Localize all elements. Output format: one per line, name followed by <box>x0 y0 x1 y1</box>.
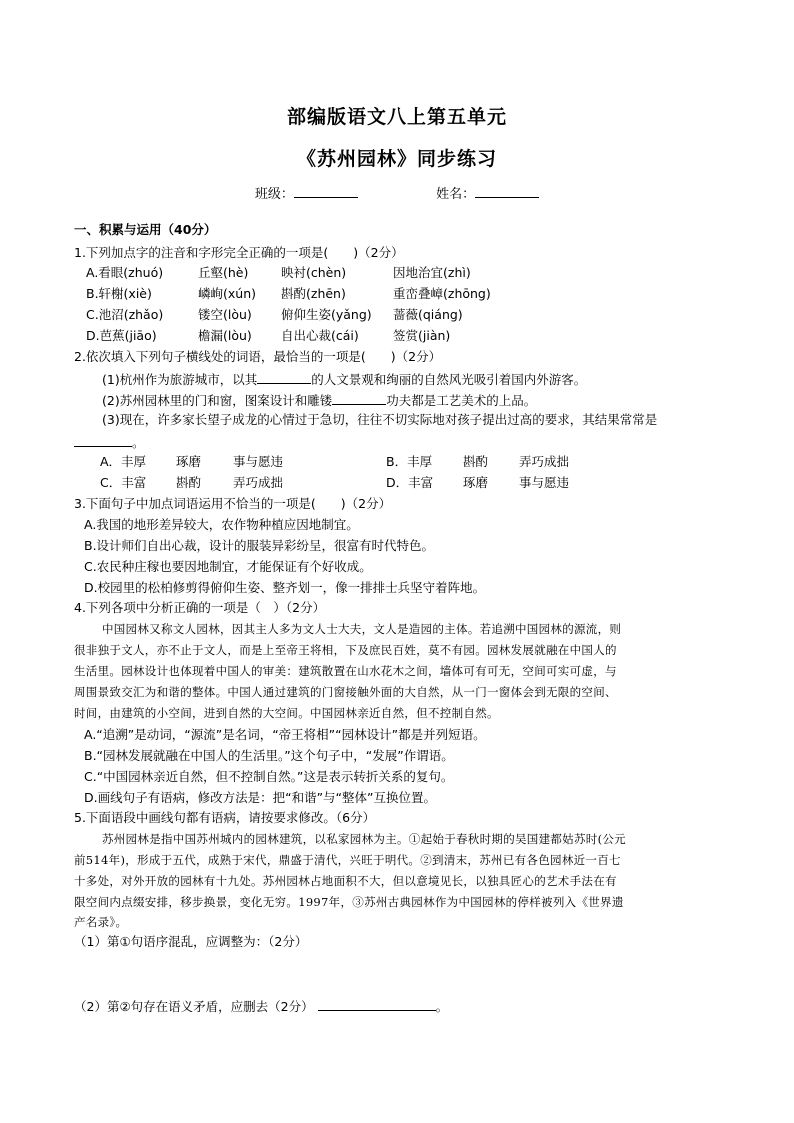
q4-passage-line-1: 中国园林又称文人园林，因其主人多为文人士大夫，文人是造园的主体。若追溯中国园林的源流，则 <box>102 622 622 636</box>
name-blank[interactable] <box>475 183 539 198</box>
q1-d-4: 签赏(jiàn) <box>393 328 451 343</box>
q2-c-3: 弄巧成拙 <box>233 475 284 490</box>
q5-sub2-blank[interactable] <box>318 996 436 1011</box>
q4-stem: 4.下列各项中分析正确的一项是（ ）（2分） <box>74 600 326 615</box>
q5-sub2-end: 。 <box>435 999 449 1014</box>
q4-option-b: B.“园林发展就融在中国人的生活里。”这个句子中，“发展”作谓语。 <box>84 748 454 763</box>
q2-s2-part-b: 功夫都是工艺美术的上品。 <box>386 393 537 408</box>
q4-option-d: D.画线句子有语病，修改方法是：把“和谐”与“整体”互换位置。 <box>84 790 437 805</box>
q4-option-c: C.“中国园林亲近自然，但不控制自然。”这是表示转折关系的复句。 <box>84 769 454 784</box>
q3-option-b: B.设计师们自出心裁，设计的服装异彩纷呈，很富有时代特色。 <box>84 538 435 553</box>
q2-sentence-1 <box>102 369 762 388</box>
q1-c-1: C.池沼(zhǎo) <box>86 307 164 322</box>
q1-a-4: 因地治宜(zhì) <box>393 265 471 280</box>
q1-stem: 1.下列加点字的注音和字形完全正确的一项是( )（2分） <box>74 245 404 260</box>
q5-passage-line-5: 产名录》。 <box>74 915 128 929</box>
q3-stem: 3.下面句子中加点词语运用不恰当的一项是( )（2分） <box>74 496 392 511</box>
q1-c-4: 蔷薇(qiáng) <box>393 307 463 322</box>
q1-c-2: 镂空(lòu) <box>198 307 252 322</box>
q5-passage-line-4: 限空间内点缀安排，移步换景，变化无穷。1997年，③苏州古典园林作为中国园林的停样被列入《世界遗 <box>74 895 624 909</box>
q2-c-1: C．丰富 <box>100 475 147 490</box>
q1-a-1: A.看眼(zhuó) <box>86 265 164 280</box>
q1-c-3: 俯仰生姿(yǎng) <box>281 307 372 322</box>
class-label: 班级： <box>254 187 294 202</box>
q3-option-c: C.农民种庄稼也要因地制宜，才能保证有个好收成。 <box>84 559 372 574</box>
q1-d-3: 自出心裁(cái) <box>281 328 359 343</box>
q1-d-2: 檐漏(lòu) <box>198 328 252 343</box>
q2-d-3: 事与愿违 <box>519 475 570 490</box>
q2-b-1: B．丰厚 <box>386 454 433 469</box>
q2-sentence-2 <box>102 390 762 409</box>
q4-passage-line-2: 很非独于文人，亦不止于文人，而是上至帝王将相，下及庶民百姓，莫不有园。园林发展就融在中国人的 <box>74 643 617 657</box>
q1-d-1: D.芭蕉(jiāo) <box>86 328 157 343</box>
q1-b-2: 嶙峋(xún) <box>198 286 256 301</box>
q5-passage-line-2: 前514年)，形成于五代，成熟于宋代，鼎盛于清代，兴旺于明代。②到清末，苏州已有各色园林近一百七 <box>74 853 621 867</box>
q4-passage-line-5: 时间，由建筑的小空间，进到自然的大空间。中国园林亲近自然，但不控制自然。 <box>74 706 499 720</box>
q1-b-1: B.轩榭(xiè) <box>86 286 152 301</box>
q2-a-3: 事与愿违 <box>233 454 284 469</box>
q4-passage-line-3: 生活里。园林设计也体现着中国人的审美：建筑散置在山水花木之间，墙体可有可无，空间可实可虚，与 <box>74 664 617 678</box>
q2-a-2: 琢磨 <box>176 454 202 469</box>
q2-d-2: 琢磨 <box>463 475 489 490</box>
q1-b-3: 斟酌(zhēn) <box>281 286 346 301</box>
document-subtitle: 《苏州园林》同步练习 <box>296 148 497 170</box>
q2-blank-1[interactable] <box>257 369 311 384</box>
q2-d-1: D．丰富 <box>386 475 434 490</box>
class-blank[interactable] <box>294 183 358 198</box>
q2-blank-3[interactable] <box>74 432 132 447</box>
q1-a-2: 丘壑(hè) <box>198 265 249 280</box>
q2-s1-part-b: 的人文景观和绚丽的自然风光吸引着国内外游客。 <box>311 372 587 387</box>
student-info-line <box>0 183 794 204</box>
q5-passage-line-1: 苏州园林是指中国苏州城内的园林建筑，以私家园林为主。①起始于春秋时期的吴国建都姑苏时(公元 <box>102 832 626 846</box>
q2-b-3: 弄巧成拙 <box>519 454 570 469</box>
q5-stem: 5.下面语段中画线句都有语病，请按要求修改。（6分） <box>74 810 376 825</box>
q4-option-a: A.“追溯”是动词，“源流”是名词，“帝王将相”“园林设计”都是并列短语。 <box>84 727 486 742</box>
q2-s2-part-a: (2)苏州园林里的门和窗，图案设计和雕镂 <box>102 393 333 408</box>
section-heading: 一、积累与运用（40分） <box>74 222 217 237</box>
q1-a-3: 映衬(chèn) <box>281 265 347 280</box>
q3-option-a: A.我国的地形差异较大，农作物种植应因地制宜。 <box>84 517 359 532</box>
q2-s1-part-a: (1)杭州作为旅游城市，以其 <box>102 372 258 387</box>
q3-option-d: D.校园里的松柏修剪得俯仰生姿、整齐划一，像一排排士兵坚守着阵地。 <box>84 580 486 595</box>
q2-c-2: 斟酌 <box>176 475 202 490</box>
q2-sentence-3-end: 。 <box>74 432 734 451</box>
q2-stem: 2.依次填入下列句子横线处的词语，最恰当的一项是( )（2分） <box>74 349 442 364</box>
q2-b-2: 斟酌 <box>463 454 489 469</box>
document-title: 部编版语文八上第五单元 <box>286 106 507 128</box>
q2-a-1: A．丰厚 <box>100 454 147 469</box>
q5-sub-question-2 <box>74 996 734 1015</box>
q2-sentence-3: (3)现在，许多家长望子成龙的心情过于急切，往往不切实际地对孩子提出过高的要求，其结果常常是 <box>102 412 658 427</box>
q2-blank-2[interactable] <box>332 390 386 405</box>
name-label: 姓名： <box>436 187 476 202</box>
q5-sub2-text: （2）第②句存在语义矛盾，应删去（2分） <box>74 999 314 1014</box>
q5-passage-line-3: 十多处，对外开放的园林有十九处。苏州园林占地面积不大，但以意境见长，以独具匠心的艺术手法在有 <box>74 874 617 888</box>
q1-b-4: 重峦叠嶂(zhōng) <box>393 286 491 301</box>
q5-sub-question-1: （1）第①句语序混乱，应调整为：（2分） <box>74 934 308 949</box>
q4-passage-line-4: 周围景致交汇为和谐的整体。中国人通过建筑的门窗接触外面的大自然，从一门一窗体会到无限的空间、 <box>74 685 617 699</box>
